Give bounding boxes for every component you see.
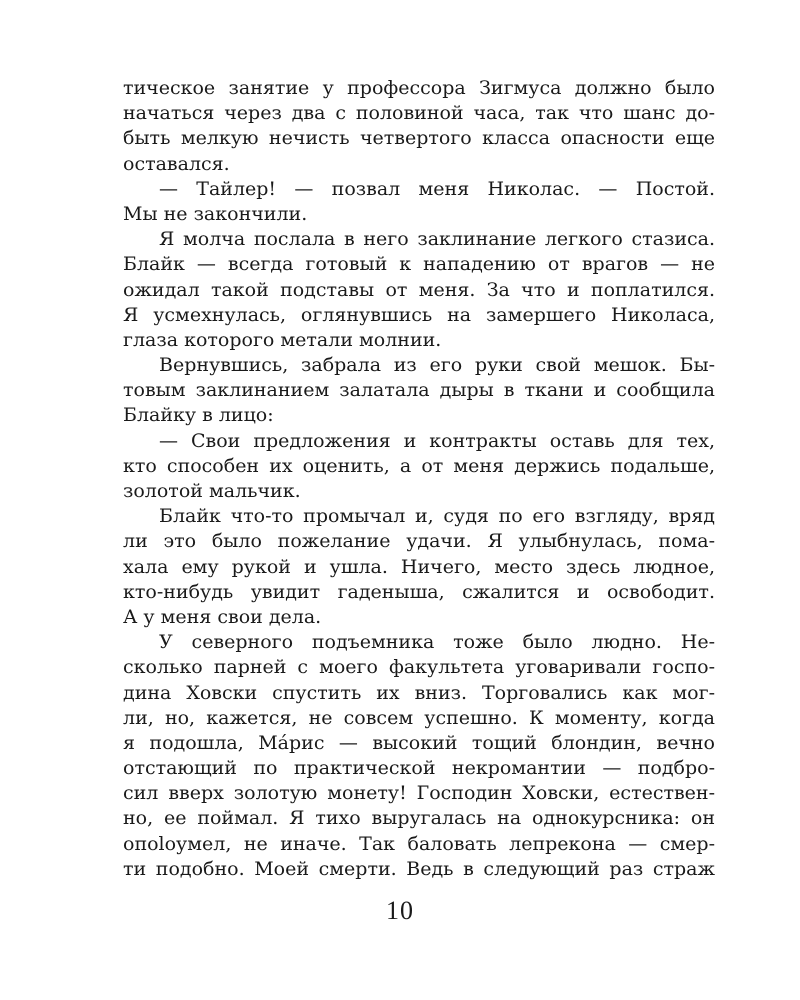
- text-line: У северного подъемника тоже было людно. Не-: [159, 631, 715, 654]
- text-line: но, ее поймал. Я тихо выругалась на однокурсника: он: [123, 807, 715, 830]
- text-line: Я молча послала в него заклинание легкого стазиса.: [159, 228, 715, 251]
- text-line: — Тайлер! — позвал меня Николас. — Постой.: [159, 177, 715, 200]
- text-line: глаза которого метали молнии.: [123, 328, 442, 351]
- text-line: Я усмехнулась, оглянувшись на замершего Николаса,: [123, 303, 715, 326]
- body-text: [123, 76, 715, 882]
- text-line: опоloумел, не иначе. Так баловать лепрекона — смер-: [123, 832, 715, 855]
- text-line: Вернувшись, забрала из его руки свой мешок. Бы-: [159, 354, 715, 377]
- text-line: Блайк — всегда готовый к нападению от врагов — не: [123, 253, 715, 276]
- text-line: Блайк что-то промычал и, судя по его взгляду, вряд: [159, 505, 715, 528]
- text-line: золотой мальчик.: [123, 480, 301, 502]
- text-line: Блайку в лицо:: [123, 404, 274, 427]
- text-line: ли, но, кажется, не совсем успешно. К моменту, когда: [123, 706, 715, 729]
- page-number: 10: [386, 896, 414, 925]
- text-line: дина Ховски спустить их вниз. Торговались как мог-: [123, 681, 715, 704]
- text-line: товым заклинанием залатала дыры в ткани и сообщила: [123, 379, 715, 402]
- text-line: ли это было пожелание удачи. Я улыбнулась, пома-: [123, 530, 715, 553]
- text-line: А у меня свои дела.: [123, 605, 322, 628]
- text-line: я подошла, Ма́рис — высокий тощий блондин, вечно: [123, 731, 715, 754]
- text-line: кто-нибудь увидит гаденыша, сжалится и освободит.: [123, 580, 715, 603]
- text-line: Мы не закончили.: [123, 202, 308, 225]
- text-line: хала ему рукой и ушла. Ничего, место здесь людное,: [123, 555, 715, 578]
- text-line: сколько парней с моего факультета уговаривали госпо-: [123, 656, 715, 679]
- text-line: ти подобно. Моей смерти. Ведь в следующий раз страж: [123, 857, 715, 880]
- text-line: оставался.: [123, 152, 230, 175]
- text-line: начаться через два с половиной часа, так что шанс до-: [123, 102, 715, 125]
- text-line: кто способен их оценить, а от меня держись подальше,: [123, 454, 715, 477]
- text-line: — Свои предложения и контракты оставь для тех,: [159, 429, 715, 452]
- text-line: сил вверх золотую монету! Господин Ховски, естествен-: [123, 782, 715, 805]
- text-line: ожидал такой подставы от меня. За что и поплатился.: [123, 278, 715, 301]
- text-line: тическое занятие у профессора Зигмуса должно было: [123, 77, 715, 99]
- text-line: быть мелкую нечисть четвертого класса опасности еще: [123, 127, 715, 150]
- text-line: отстающий по практической некромантии — подбро-: [123, 757, 715, 780]
